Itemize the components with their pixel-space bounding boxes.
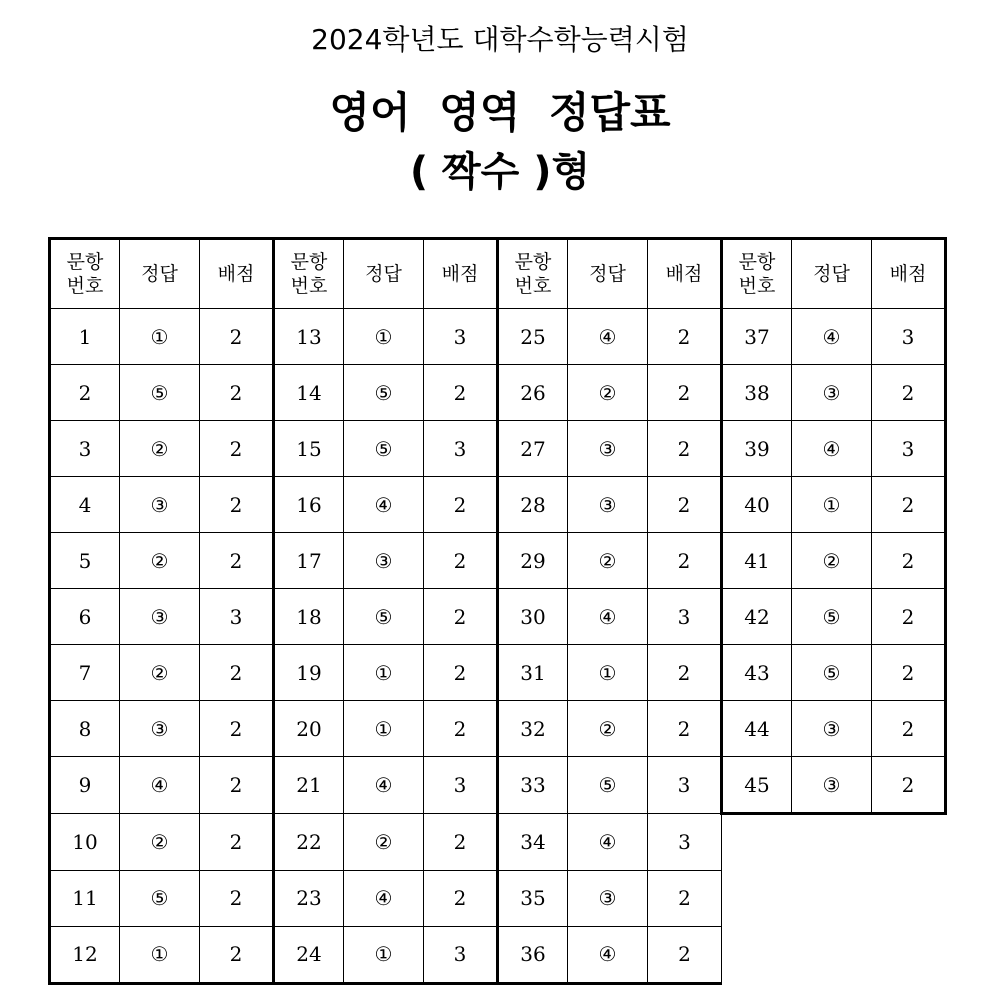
header-number-line2: 번호 bbox=[290, 275, 328, 297]
question-number: 26 bbox=[498, 365, 568, 421]
answer-value: ④ bbox=[568, 589, 648, 645]
question-number: 24 bbox=[274, 926, 344, 983]
points-value: 2 bbox=[200, 477, 274, 533]
answer-value: ② bbox=[568, 365, 648, 421]
points-value: 2 bbox=[200, 533, 274, 589]
points-value: 3 bbox=[424, 926, 498, 983]
answer-value: ④ bbox=[344, 477, 424, 533]
answer-value: ⑤ bbox=[568, 757, 648, 814]
points-value: 2 bbox=[424, 477, 498, 533]
table-row bbox=[50, 814, 946, 871]
answer-value: ⑤ bbox=[344, 421, 424, 477]
answer-value: ⑤ bbox=[344, 365, 424, 421]
question-number: 19 bbox=[274, 645, 344, 701]
points-value: 3 bbox=[648, 589, 722, 645]
header-points: 배점 bbox=[872, 239, 946, 309]
answer-value: ③ bbox=[120, 701, 200, 757]
answer-value: ⑤ bbox=[344, 589, 424, 645]
question-number: 42 bbox=[722, 589, 792, 645]
header-answer: 정답 bbox=[792, 239, 872, 309]
question-number: 6 bbox=[50, 589, 120, 645]
answer-value: ① bbox=[344, 701, 424, 757]
answer-value: ④ bbox=[120, 757, 200, 814]
points-value: 2 bbox=[872, 589, 946, 645]
question-number: 22 bbox=[274, 814, 344, 871]
question-number: 34 bbox=[498, 814, 568, 871]
points-value: 2 bbox=[424, 814, 498, 871]
points-value: 2 bbox=[872, 533, 946, 589]
answer-value: ② bbox=[120, 814, 200, 871]
points-value: 2 bbox=[648, 365, 722, 421]
points-value: 2 bbox=[648, 870, 722, 926]
question-number: 43 bbox=[722, 645, 792, 701]
points-value: 3 bbox=[872, 309, 946, 365]
header-number-line1: 문항 bbox=[66, 251, 104, 273]
answer-key-table bbox=[48, 237, 947, 985]
answer-value: ③ bbox=[568, 477, 648, 533]
points-value: 2 bbox=[200, 926, 274, 983]
table-row bbox=[50, 477, 946, 533]
table-row bbox=[50, 589, 946, 645]
answer-value: ① bbox=[344, 309, 424, 365]
table-row bbox=[50, 309, 946, 365]
empty-cell bbox=[792, 926, 872, 983]
question-number: 10 bbox=[50, 814, 120, 871]
question-number: 14 bbox=[274, 365, 344, 421]
answer-value: ① bbox=[344, 926, 424, 983]
answer-value: ① bbox=[120, 926, 200, 983]
header-number bbox=[722, 239, 792, 309]
header-answer: 정답 bbox=[120, 239, 200, 309]
question-number: 36 bbox=[498, 926, 568, 983]
answer-value: ⑤ bbox=[120, 365, 200, 421]
question-number: 16 bbox=[274, 477, 344, 533]
question-number: 39 bbox=[722, 421, 792, 477]
question-number: 29 bbox=[498, 533, 568, 589]
answer-value: ④ bbox=[792, 309, 872, 365]
empty-cell bbox=[872, 814, 946, 871]
points-value: 2 bbox=[200, 814, 274, 871]
answer-value: ④ bbox=[344, 757, 424, 814]
empty-cell bbox=[722, 926, 792, 983]
points-value: 2 bbox=[424, 589, 498, 645]
question-number: 12 bbox=[50, 926, 120, 983]
answer-value: ③ bbox=[792, 757, 872, 814]
header-number-line1: 문항 bbox=[738, 251, 776, 273]
question-number: 31 bbox=[498, 645, 568, 701]
points-value: 3 bbox=[648, 757, 722, 814]
answer-value: ⑤ bbox=[792, 645, 872, 701]
answer-value: ① bbox=[568, 645, 648, 701]
points-value: 2 bbox=[872, 645, 946, 701]
table-row bbox=[50, 757, 946, 814]
question-number: 44 bbox=[722, 701, 792, 757]
answer-value: ④ bbox=[568, 814, 648, 871]
header-answer: 정답 bbox=[344, 239, 424, 309]
table-row bbox=[50, 701, 946, 757]
points-value: 2 bbox=[200, 757, 274, 814]
points-value: 2 bbox=[200, 365, 274, 421]
points-value: 2 bbox=[424, 701, 498, 757]
header-number bbox=[274, 239, 344, 309]
question-number: 7 bbox=[50, 645, 120, 701]
points-value: 2 bbox=[200, 645, 274, 701]
table-row bbox=[50, 533, 946, 589]
answer-value: ④ bbox=[568, 926, 648, 983]
question-number: 2 bbox=[50, 365, 120, 421]
question-number: 41 bbox=[722, 533, 792, 589]
question-number: 17 bbox=[274, 533, 344, 589]
points-value: 3 bbox=[872, 421, 946, 477]
points-value: 2 bbox=[200, 309, 274, 365]
question-number: 38 bbox=[722, 365, 792, 421]
question-number: 45 bbox=[722, 757, 792, 814]
answer-value: ② bbox=[344, 814, 424, 871]
question-number: 32 bbox=[498, 701, 568, 757]
answer-value: ③ bbox=[792, 365, 872, 421]
header-number-line1: 문항 bbox=[514, 251, 552, 273]
header-number bbox=[50, 239, 120, 309]
question-number: 33 bbox=[498, 757, 568, 814]
header-answer: 정답 bbox=[568, 239, 648, 309]
points-value: 2 bbox=[200, 870, 274, 926]
page-title: 영어 영역 정답표 bbox=[329, 88, 671, 137]
points-value: 2 bbox=[872, 477, 946, 533]
answer-value: ④ bbox=[792, 421, 872, 477]
answer-value: ⑤ bbox=[120, 870, 200, 926]
table-row bbox=[50, 365, 946, 421]
header-number-line2: 번호 bbox=[66, 275, 104, 297]
table-row bbox=[50, 870, 946, 926]
question-number: 21 bbox=[274, 757, 344, 814]
points-value: 2 bbox=[200, 421, 274, 477]
answer-value: ① bbox=[120, 309, 200, 365]
points-value: 3 bbox=[424, 421, 498, 477]
answer-value: ④ bbox=[568, 309, 648, 365]
answer-value: ③ bbox=[120, 477, 200, 533]
exam-type-label: ( 짝수 )형 bbox=[409, 149, 591, 195]
question-number: 20 bbox=[274, 701, 344, 757]
answer-value: ② bbox=[120, 533, 200, 589]
answer-value: ① bbox=[792, 477, 872, 533]
question-number: 30 bbox=[498, 589, 568, 645]
answer-value: ③ bbox=[568, 870, 648, 926]
answer-value: ② bbox=[568, 533, 648, 589]
points-value: 3 bbox=[200, 589, 274, 645]
header-number bbox=[498, 239, 568, 309]
header-points: 배점 bbox=[200, 239, 274, 309]
question-number: 35 bbox=[498, 870, 568, 926]
points-value: 2 bbox=[200, 701, 274, 757]
answer-value: ① bbox=[344, 645, 424, 701]
points-value: 2 bbox=[424, 870, 498, 926]
question-number: 11 bbox=[50, 870, 120, 926]
question-number: 28 bbox=[498, 477, 568, 533]
answer-value: ② bbox=[568, 701, 648, 757]
answer-value: ② bbox=[792, 533, 872, 589]
points-value: 2 bbox=[648, 645, 722, 701]
table-header-row bbox=[50, 239, 946, 309]
table-row bbox=[50, 421, 946, 477]
empty-cell bbox=[792, 814, 872, 871]
answer-value: ③ bbox=[120, 589, 200, 645]
question-number: 13 bbox=[274, 309, 344, 365]
question-number: 5 bbox=[50, 533, 120, 589]
question-number: 8 bbox=[50, 701, 120, 757]
points-value: 2 bbox=[872, 757, 946, 814]
header-number-line1: 문항 bbox=[290, 251, 328, 273]
points-value: 3 bbox=[648, 814, 722, 871]
answer-value: ④ bbox=[344, 870, 424, 926]
header-points: 배점 bbox=[424, 239, 498, 309]
empty-cell bbox=[792, 870, 872, 926]
header-number-line2: 번호 bbox=[738, 275, 776, 297]
points-value: 2 bbox=[424, 365, 498, 421]
header-number-line2: 번호 bbox=[514, 275, 552, 297]
points-value: 3 bbox=[424, 757, 498, 814]
answer-value: ⑤ bbox=[792, 589, 872, 645]
empty-cell bbox=[722, 870, 792, 926]
question-number: 15 bbox=[274, 421, 344, 477]
answer-value: ② bbox=[120, 645, 200, 701]
question-number: 3 bbox=[50, 421, 120, 477]
points-value: 2 bbox=[424, 533, 498, 589]
question-number: 1 bbox=[50, 309, 120, 365]
exam-year-title: 2024학년도 대학수학능력시험 bbox=[311, 23, 689, 56]
question-number: 27 bbox=[498, 421, 568, 477]
points-value: 2 bbox=[872, 365, 946, 421]
answer-value: ③ bbox=[792, 701, 872, 757]
points-value: 2 bbox=[648, 477, 722, 533]
points-value: 2 bbox=[648, 421, 722, 477]
points-value: 2 bbox=[648, 309, 722, 365]
question-number: 23 bbox=[274, 870, 344, 926]
points-value: 2 bbox=[872, 701, 946, 757]
question-number: 37 bbox=[722, 309, 792, 365]
table-row bbox=[50, 926, 946, 983]
answer-value: ③ bbox=[344, 533, 424, 589]
points-value: 2 bbox=[648, 701, 722, 757]
answer-value: ③ bbox=[568, 421, 648, 477]
table-row bbox=[50, 645, 946, 701]
question-number: 25 bbox=[498, 309, 568, 365]
empty-cell bbox=[872, 926, 946, 983]
question-number: 9 bbox=[50, 757, 120, 814]
question-number: 4 bbox=[50, 477, 120, 533]
answer-value: ② bbox=[120, 421, 200, 477]
empty-cell bbox=[722, 814, 792, 871]
question-number: 18 bbox=[274, 589, 344, 645]
points-value: 2 bbox=[424, 645, 498, 701]
points-value: 2 bbox=[648, 926, 722, 983]
empty-cell bbox=[872, 870, 946, 926]
header-points: 배점 bbox=[648, 239, 722, 309]
question-number: 40 bbox=[722, 477, 792, 533]
points-value: 2 bbox=[648, 533, 722, 589]
points-value: 3 bbox=[424, 309, 498, 365]
